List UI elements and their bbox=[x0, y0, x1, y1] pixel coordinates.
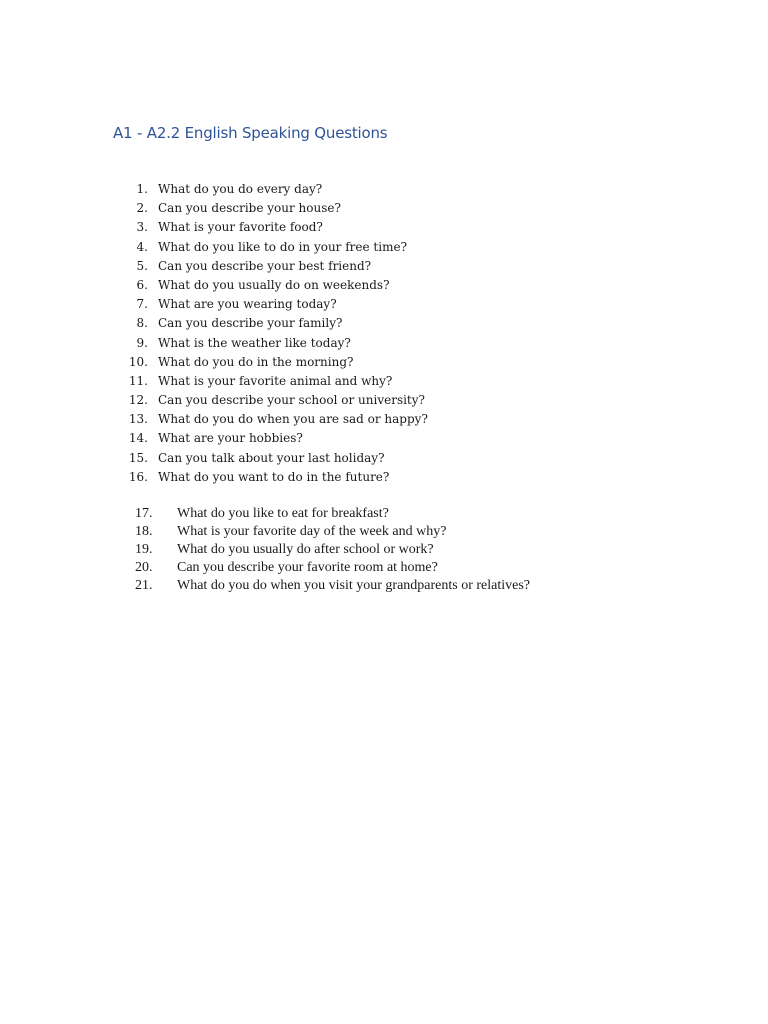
question-item bbox=[0, 218, 768, 237]
question-text: What do you usually do after school or work? bbox=[177, 542, 434, 557]
question-number: 7. bbox=[136, 297, 148, 312]
question-number: 17. bbox=[135, 506, 153, 521]
question-number: 11. bbox=[128, 373, 148, 388]
question-number: 8. bbox=[136, 316, 148, 331]
question-number: 10. bbox=[128, 354, 148, 369]
question-number: 3. bbox=[136, 220, 148, 235]
question-item bbox=[0, 238, 768, 257]
question-item bbox=[0, 541, 768, 559]
question-number: 13. bbox=[128, 412, 148, 427]
question-number: 6. bbox=[136, 277, 148, 292]
question-item bbox=[0, 353, 768, 372]
question-number: 5. bbox=[136, 258, 148, 273]
question-item bbox=[0, 505, 768, 523]
question-text: What do you usually do on weekends? bbox=[158, 277, 390, 292]
question-item bbox=[0, 391, 768, 410]
question-text: Can you describe your family? bbox=[158, 316, 343, 331]
question-item bbox=[0, 180, 768, 199]
question-item bbox=[0, 276, 768, 295]
question-item bbox=[0, 410, 768, 429]
question-number: 12. bbox=[128, 393, 148, 408]
question-item bbox=[0, 199, 768, 218]
question-text: What are your hobbies? bbox=[158, 431, 303, 446]
question-item bbox=[0, 314, 768, 333]
question-text: What do you like to do in your free time? bbox=[158, 239, 407, 254]
question-number: 1. bbox=[136, 182, 148, 196]
question-number: 20. bbox=[135, 560, 153, 575]
question-number: 9. bbox=[136, 335, 148, 350]
question-text: What do you want to do in the future? bbox=[158, 469, 390, 484]
question-text: What do you like to eat for breakfast? bbox=[177, 506, 389, 521]
question-list-part1 bbox=[0, 180, 768, 487]
question-text: Can you describe your house? bbox=[158, 201, 341, 216]
question-item bbox=[0, 429, 768, 448]
question-item bbox=[0, 559, 768, 577]
question-text: What do you do when you are sad or happy? bbox=[158, 412, 428, 427]
question-text: What is your favorite animal and why? bbox=[158, 373, 393, 388]
question-item bbox=[0, 449, 768, 468]
question-item bbox=[0, 468, 768, 487]
question-item bbox=[0, 295, 768, 314]
question-number: 16. bbox=[128, 469, 148, 484]
question-list-part2 bbox=[0, 505, 768, 595]
question-item bbox=[0, 577, 768, 595]
question-text: Can you talk about your last holiday? bbox=[158, 450, 385, 465]
question-text: What do you do in the morning? bbox=[158, 354, 354, 369]
question-text: What is the weather like today? bbox=[158, 335, 351, 350]
question-text: What is your favorite food? bbox=[158, 220, 323, 235]
question-item bbox=[0, 372, 768, 391]
question-text: What are you wearing today? bbox=[158, 297, 337, 312]
question-text: Can you describe your best friend? bbox=[158, 258, 372, 273]
question-number: 15. bbox=[128, 450, 148, 465]
question-number: 2. bbox=[136, 201, 148, 216]
document-title: A1 - A2.2 English Speaking Questions bbox=[113, 124, 388, 142]
question-item bbox=[0, 257, 768, 276]
question-text: What do you do every day? bbox=[158, 182, 323, 196]
question-number: 19. bbox=[135, 542, 153, 557]
question-text: What do you do when you visit your grandparents or relatives? bbox=[177, 578, 531, 593]
question-text: What is your favorite day of the week and why? bbox=[177, 524, 447, 539]
question-number: 14. bbox=[128, 431, 148, 446]
question-item bbox=[0, 334, 768, 353]
question-number: 4. bbox=[136, 239, 148, 254]
question-item bbox=[0, 523, 768, 541]
question-text: Can you describe your favorite room at home? bbox=[177, 560, 438, 575]
question-number: 18. bbox=[135, 524, 153, 539]
question-number: 21. bbox=[135, 578, 153, 593]
question-text: Can you describe your school or university? bbox=[158, 393, 425, 408]
